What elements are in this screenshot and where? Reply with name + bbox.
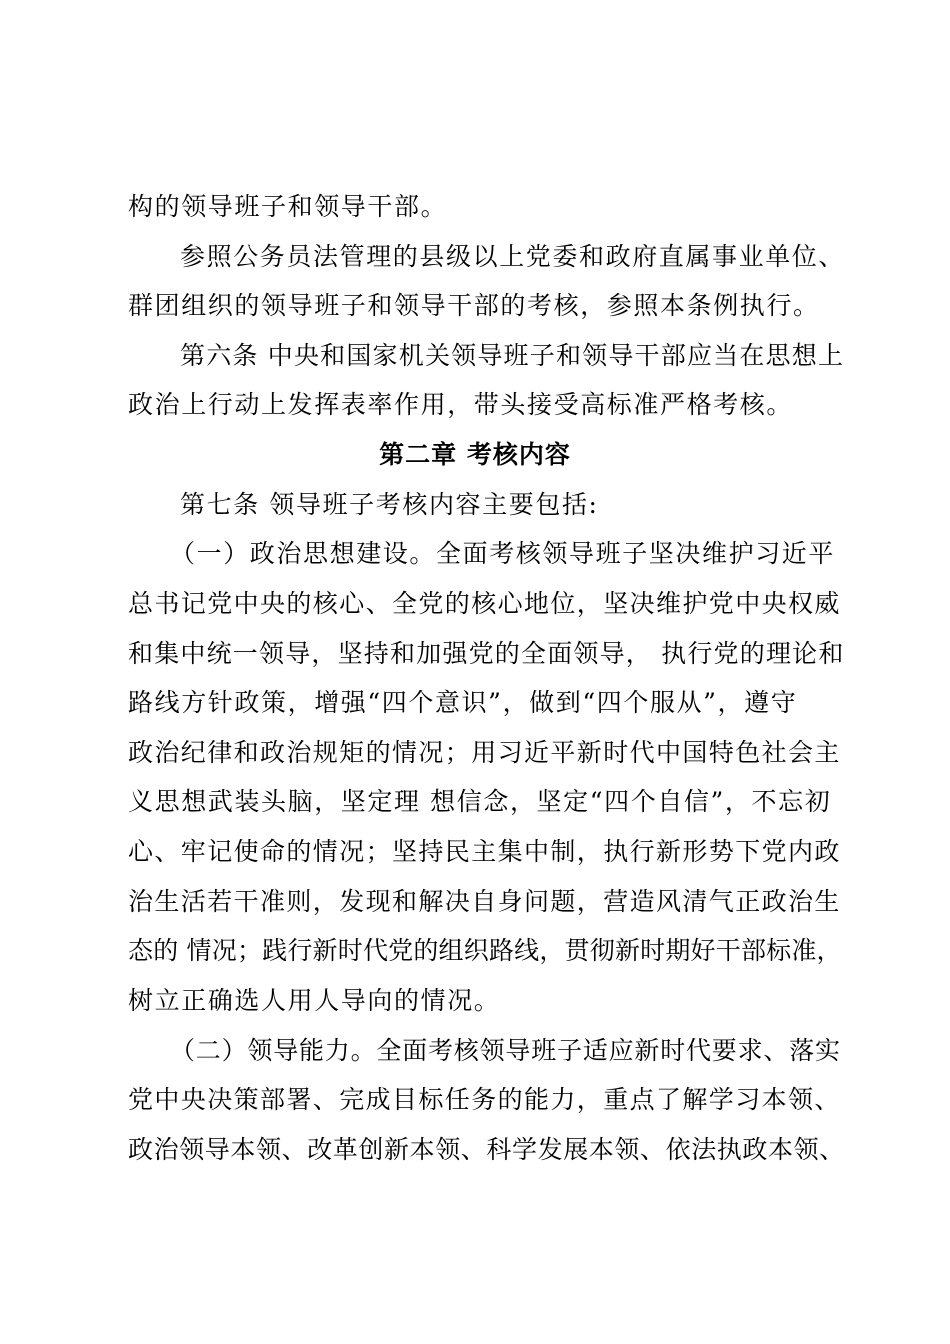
text-line: 义思想武装头脑，坚定理 想信念，坚定“四个自信”，不忘初 — [128, 787, 832, 816]
text-line: 群团组织的领导班子和领导干部的考核，参照本条例执行。 — [128, 291, 820, 320]
text-line: 参照公务员法管理的县级以上党委和政府直属事业单位、 — [180, 242, 846, 271]
text-line: 党中央决策部署、完成目标任务的能力，重点了解学习本领、 — [128, 1085, 841, 1114]
text-line: 树立正确选人用人导向的情况。 — [128, 986, 501, 1015]
text-line: 和集中统一领导，坚持和加强党的全面领导， 执行党的理论和 — [128, 639, 845, 668]
text-line: 心、牢记使命的情况；坚持民主集中制，执行新形势下党内政 — [128, 837, 841, 866]
text-line: 政治上行动上发挥表率作用，带头接受高标准严格考核。 — [128, 390, 794, 419]
text-line: 治生活若干准则，发现和解决自身问题，营造风清气正政治生 — [128, 887, 841, 916]
text-line: 态的 情况；践行新时代党的组织路线，贯彻新时期好干部标准， — [128, 936, 842, 965]
text-line: 总书记党中央的核心、全党的核心地位，坚决维护党中央权威 — [128, 589, 841, 618]
text-line: （二）领导能力。全面考核领导班子适应新时代要求、落实 — [170, 1036, 841, 1065]
text-line: 路线方针政策，增强“四个意识”，做到“四个服从”，遵守 — [128, 688, 798, 717]
chapter-heading: 第二章 考核内容 — [379, 440, 571, 469]
text-line: 政治纪律和政治规矩的情况；用习近平新时代中国特色社会主 — [128, 738, 841, 767]
text-line: （一）政治思想建设。全面考核领导班子坚决维护习近平 — [170, 539, 836, 568]
text-line: 构的领导班子和领导干部。 — [128, 192, 448, 221]
text-line: 第六条 中央和国家机关领导班子和领导干部应当在思想上 — [180, 341, 845, 370]
text-line: 政治领导本领、改革创新本领、科学发展本领、依法执政本领、 — [128, 1135, 845, 1164]
text-line: 第七条 领导班子考核内容主要包括: — [180, 490, 599, 519]
